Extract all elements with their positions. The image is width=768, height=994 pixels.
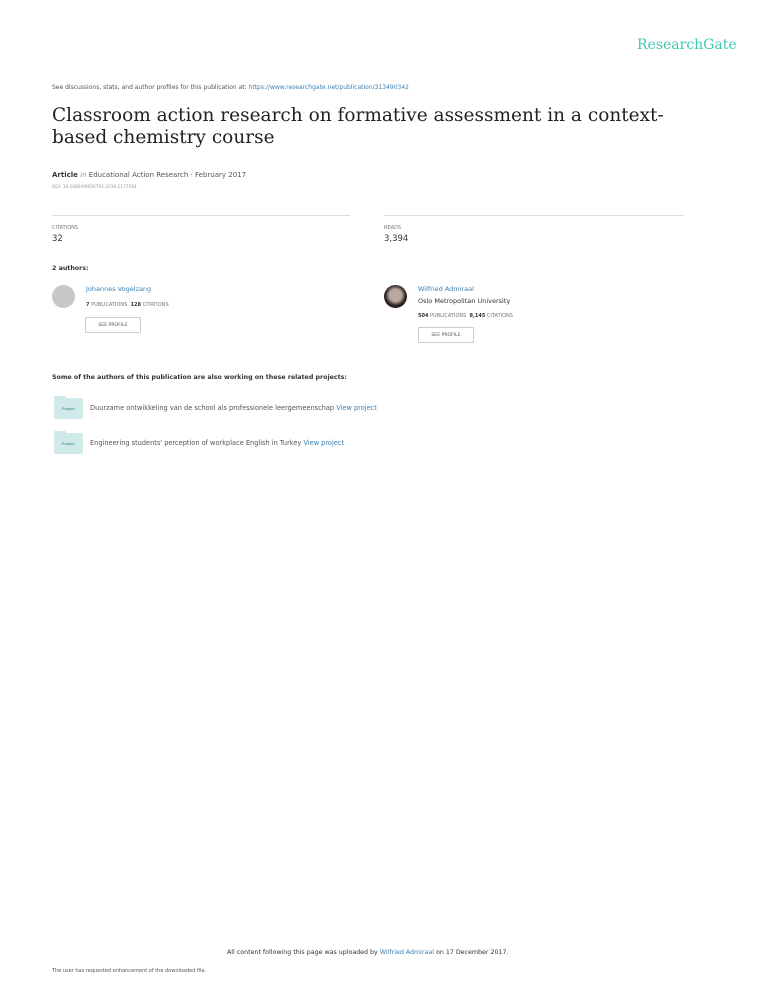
project-folder-icon: Project: [54, 398, 83, 419]
article-meta: [52, 171, 246, 179]
article-type: Article: [52, 171, 78, 179]
project-item: [90, 439, 344, 447]
upload-date: on 17 December 2017.: [435, 949, 509, 956]
divider: [52, 215, 350, 216]
enhancement-note: The user has requested enhancement of the downloaded file.: [52, 968, 207, 974]
publications-label: PUBLICATIONS: [91, 302, 128, 308]
reads-label: READS: [384, 225, 402, 231]
view-project-link[interactable]: View project: [336, 404, 377, 412]
publication-url-link[interactable]: https://www.researchgate.net/publication/313490342: [248, 84, 409, 91]
project-title: Engineering students' perception of workplace English in Turkey: [90, 439, 302, 447]
project-title: Duurzame ontwikkeling van de school als professionele leergemeenschap: [90, 404, 335, 412]
notice-text: See discussions, stats, and author profiles for this publication at:: [52, 84, 249, 91]
view-project-link[interactable]: View project: [303, 439, 345, 447]
author-photo-avatar[interactable]: [384, 285, 407, 308]
authors-heading: 2 authors:: [52, 265, 89, 272]
researchgate-logo[interactable]: ResearchGate: [637, 37, 737, 53]
project-folder-icon: Project: [54, 433, 83, 454]
journal: Educational Action Research · February 2017: [88, 171, 247, 179]
divider: [384, 215, 684, 216]
see-profile-button[interactable]: SEE PROFILE: [85, 317, 141, 333]
see-profile-button[interactable]: SEE PROFILE: [418, 327, 474, 343]
citations-count: 32: [52, 234, 63, 244]
publications-count: 504: [418, 313, 429, 319]
top-notice: [52, 84, 409, 91]
reads-count: 3,394: [384, 234, 409, 244]
doi: DOI: 10.1080/09650792.2016.1177564: [52, 185, 137, 190]
publications-label: PUBLICATIONS: [430, 313, 467, 319]
uploader-link[interactable]: Wilfried Admiraal: [379, 949, 434, 956]
avatar-placeholder-icon[interactable]: [52, 285, 75, 308]
upload-prefix: All content following this page was uploaded by: [227, 949, 378, 956]
page-title: Classroom action research on formative assessment in a context-based chemistry course: [52, 105, 664, 148]
author-stats: [86, 302, 169, 308]
author-affiliation: Oslo Metropolitan University: [418, 297, 511, 305]
author-stats: [418, 313, 513, 319]
author-citations-count: 8,145: [469, 313, 486, 319]
in-label: in: [80, 171, 87, 179]
citations-label: CITATIONS: [52, 225, 79, 231]
author-name-link[interactable]: Johannes Vogelzang: [86, 285, 152, 293]
author-name-link[interactable]: Wilfried Admiraal: [418, 285, 474, 293]
citations-label: CITATIONS: [142, 302, 169, 308]
publications-count: 7: [86, 302, 90, 308]
project-item: [90, 404, 377, 412]
related-projects-heading: Some of the authors of this publication are also working on these related projects:: [52, 374, 347, 381]
upload-notice: [227, 949, 509, 956]
author-citations-count: 128: [130, 302, 141, 308]
citations-label: CITATIONS: [486, 313, 513, 319]
